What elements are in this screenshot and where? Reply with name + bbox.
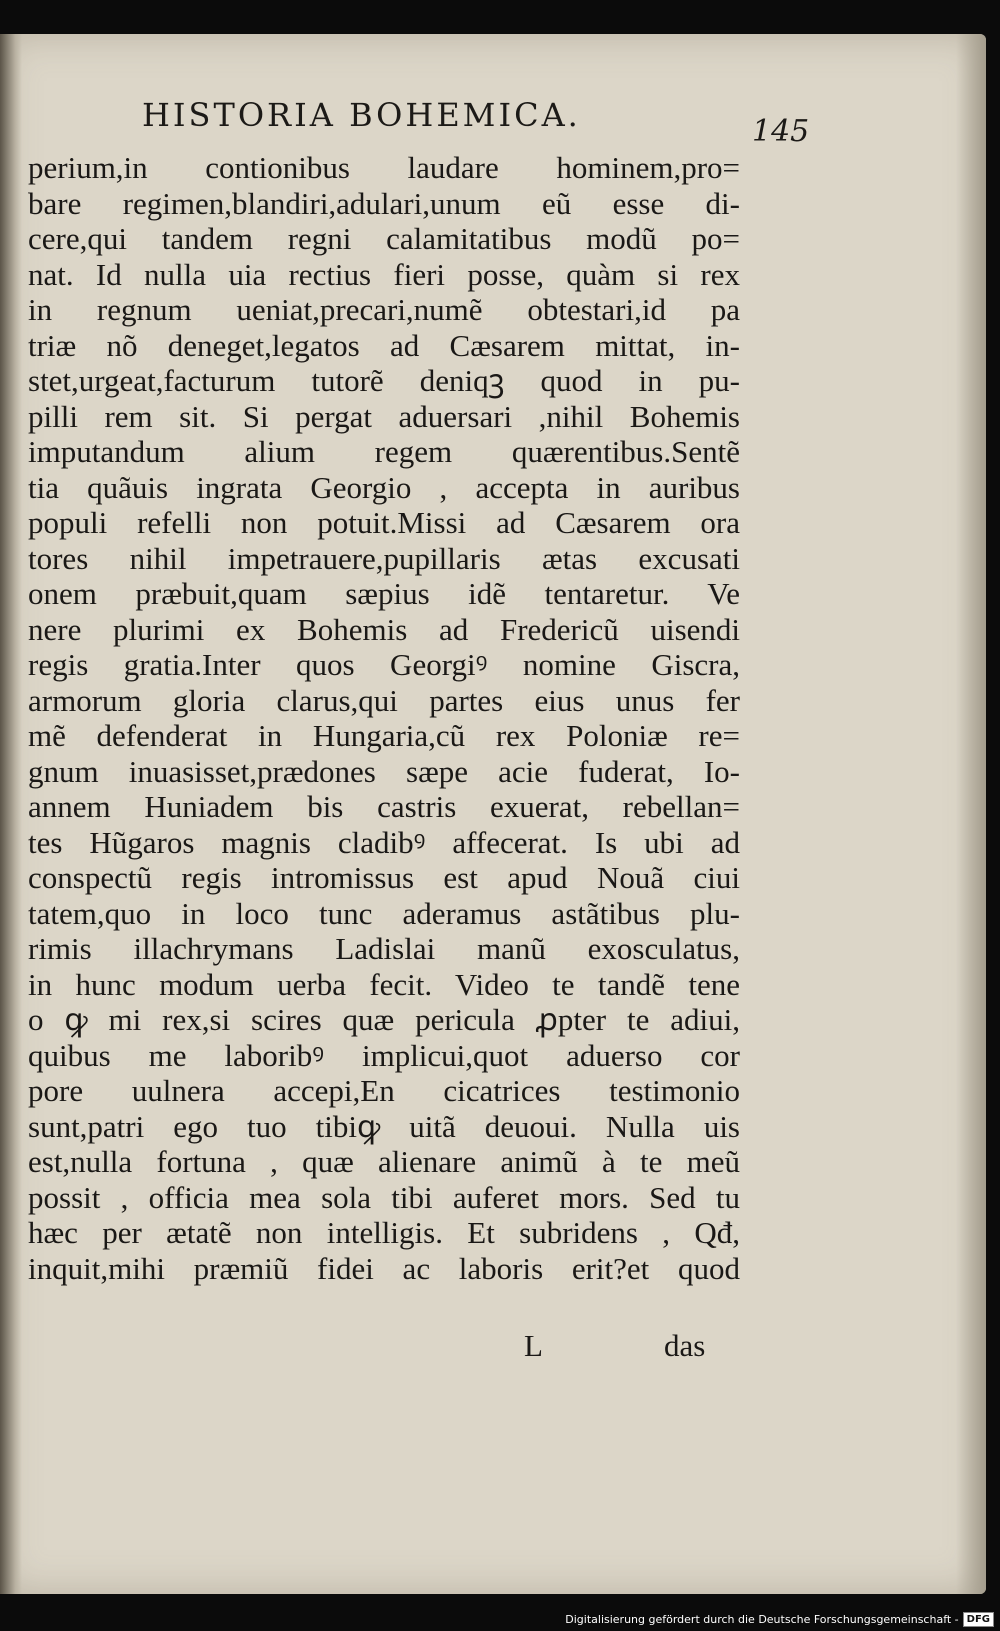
- text-line: onem præbuit,quam sæpius idẽ tentaretur. Ve: [28, 576, 740, 611]
- running-head: HISTORIA BOHEMICA.: [142, 96, 581, 134]
- signature-mark: L: [524, 1328, 543, 1363]
- text-line: conspectũ regis intromissus est apud Nouã ciui: [28, 860, 740, 895]
- text-line: tes Hũgaros magnis cladibꝰ affecerat. Is ubi ad: [28, 824, 740, 860]
- text-line: pore uulnera accepi,En cicatrices testimonio: [28, 1073, 740, 1108]
- digitization-footer: [565, 1612, 994, 1627]
- text-line: est,nulla fortuna , quæ alienare animũ à te meũ: [28, 1144, 740, 1179]
- text-line: populi refelli non potuit.Missi ad Cæsarem ora: [28, 505, 740, 540]
- text-line: tia quãuis ingrata Georgio , accepta in auribus: [28, 469, 740, 505]
- text-line: o ꝙ mi rex,si scires quæ pericula ꝓpter te adiui,: [28, 1002, 740, 1037]
- page-number: 145: [752, 114, 810, 149]
- text-line: inquit,mihi præmiũ fidei ac laboris erit?et quod: [28, 1250, 740, 1286]
- text-line: nere plurimi ex Bohemis ad Fredericũ uisendi: [28, 611, 740, 647]
- text-line: rimis illachrymans Ladislai manũ exosculatus,: [28, 931, 740, 966]
- text-line: annem Huniadem bis castris exuerat, rebellan=: [28, 789, 740, 824]
- text-line: cere,qui tandem regni calamitatibus modũ po=: [28, 221, 740, 256]
- text-line: armorum gloria clarus,qui partes eius unus fer: [28, 682, 740, 718]
- body-text: [28, 150, 740, 1286]
- text-line: in hunc modum uerba fecit. Video te tandẽ tene: [28, 966, 740, 1002]
- text-line: gnum inuasisset,prædones sæpe acie fuderat, Io-: [28, 753, 740, 789]
- text-line: regis gratia.Inter quos Georgiꝰ nomine Giscra,: [28, 647, 740, 682]
- text-line: nat. Id nulla uia rectius fieri posse, quàm si rex: [28, 256, 740, 292]
- text-line: tatem,quo in loco tunc aderamus astãtibus plu-: [28, 895, 740, 931]
- text-line: tores nihil impetrauere,pupillaris ætas excusati: [28, 540, 740, 576]
- text-line: imputandum alium regem quærentibus.Sentẽ: [28, 434, 740, 469]
- text-line: possit , officia mea sola tibi auferet mors. Sed tu: [28, 1179, 740, 1215]
- text-line: perium,in contionibus laudare hominem,pro=: [28, 150, 740, 185]
- text-line: triæ nõ deneget,legatos ad Cæsarem mittat, in-: [28, 327, 740, 363]
- text-line: pilli rem sit. Si pergat aduersari ,nihil Bohemis: [28, 398, 740, 434]
- text-line: mẽ defenderat in Hungaria,cũ rex Poloniæ re=: [28, 718, 740, 753]
- text-line: in regnum ueniat,precari,numẽ obtestari,id pa: [28, 292, 740, 327]
- footer-text: Digitalisierung gefördert durch die Deutsche Forschungsgemeinschaft -: [565, 1613, 959, 1626]
- text-line: hæc per ætatẽ non intelligis. Et subridens , Qđ,: [28, 1215, 740, 1250]
- text-line: stet,urgeat,facturum tutorẽ deniqꝫ quod in pu-: [28, 363, 740, 398]
- text-line: bare regimen,blandiri,adulari,unum eũ esse di-: [28, 185, 740, 221]
- dfg-logo-icon: DFG: [963, 1612, 994, 1627]
- book-page: [0, 34, 986, 1594]
- text-line: quibus me laboribꝰ implicui,quot aduerso cor: [28, 1037, 740, 1073]
- text-line: sunt,patri ego tuo tibiꝙ uitã deuoui. Nulla uis: [28, 1108, 740, 1144]
- catchword: das: [664, 1328, 706, 1363]
